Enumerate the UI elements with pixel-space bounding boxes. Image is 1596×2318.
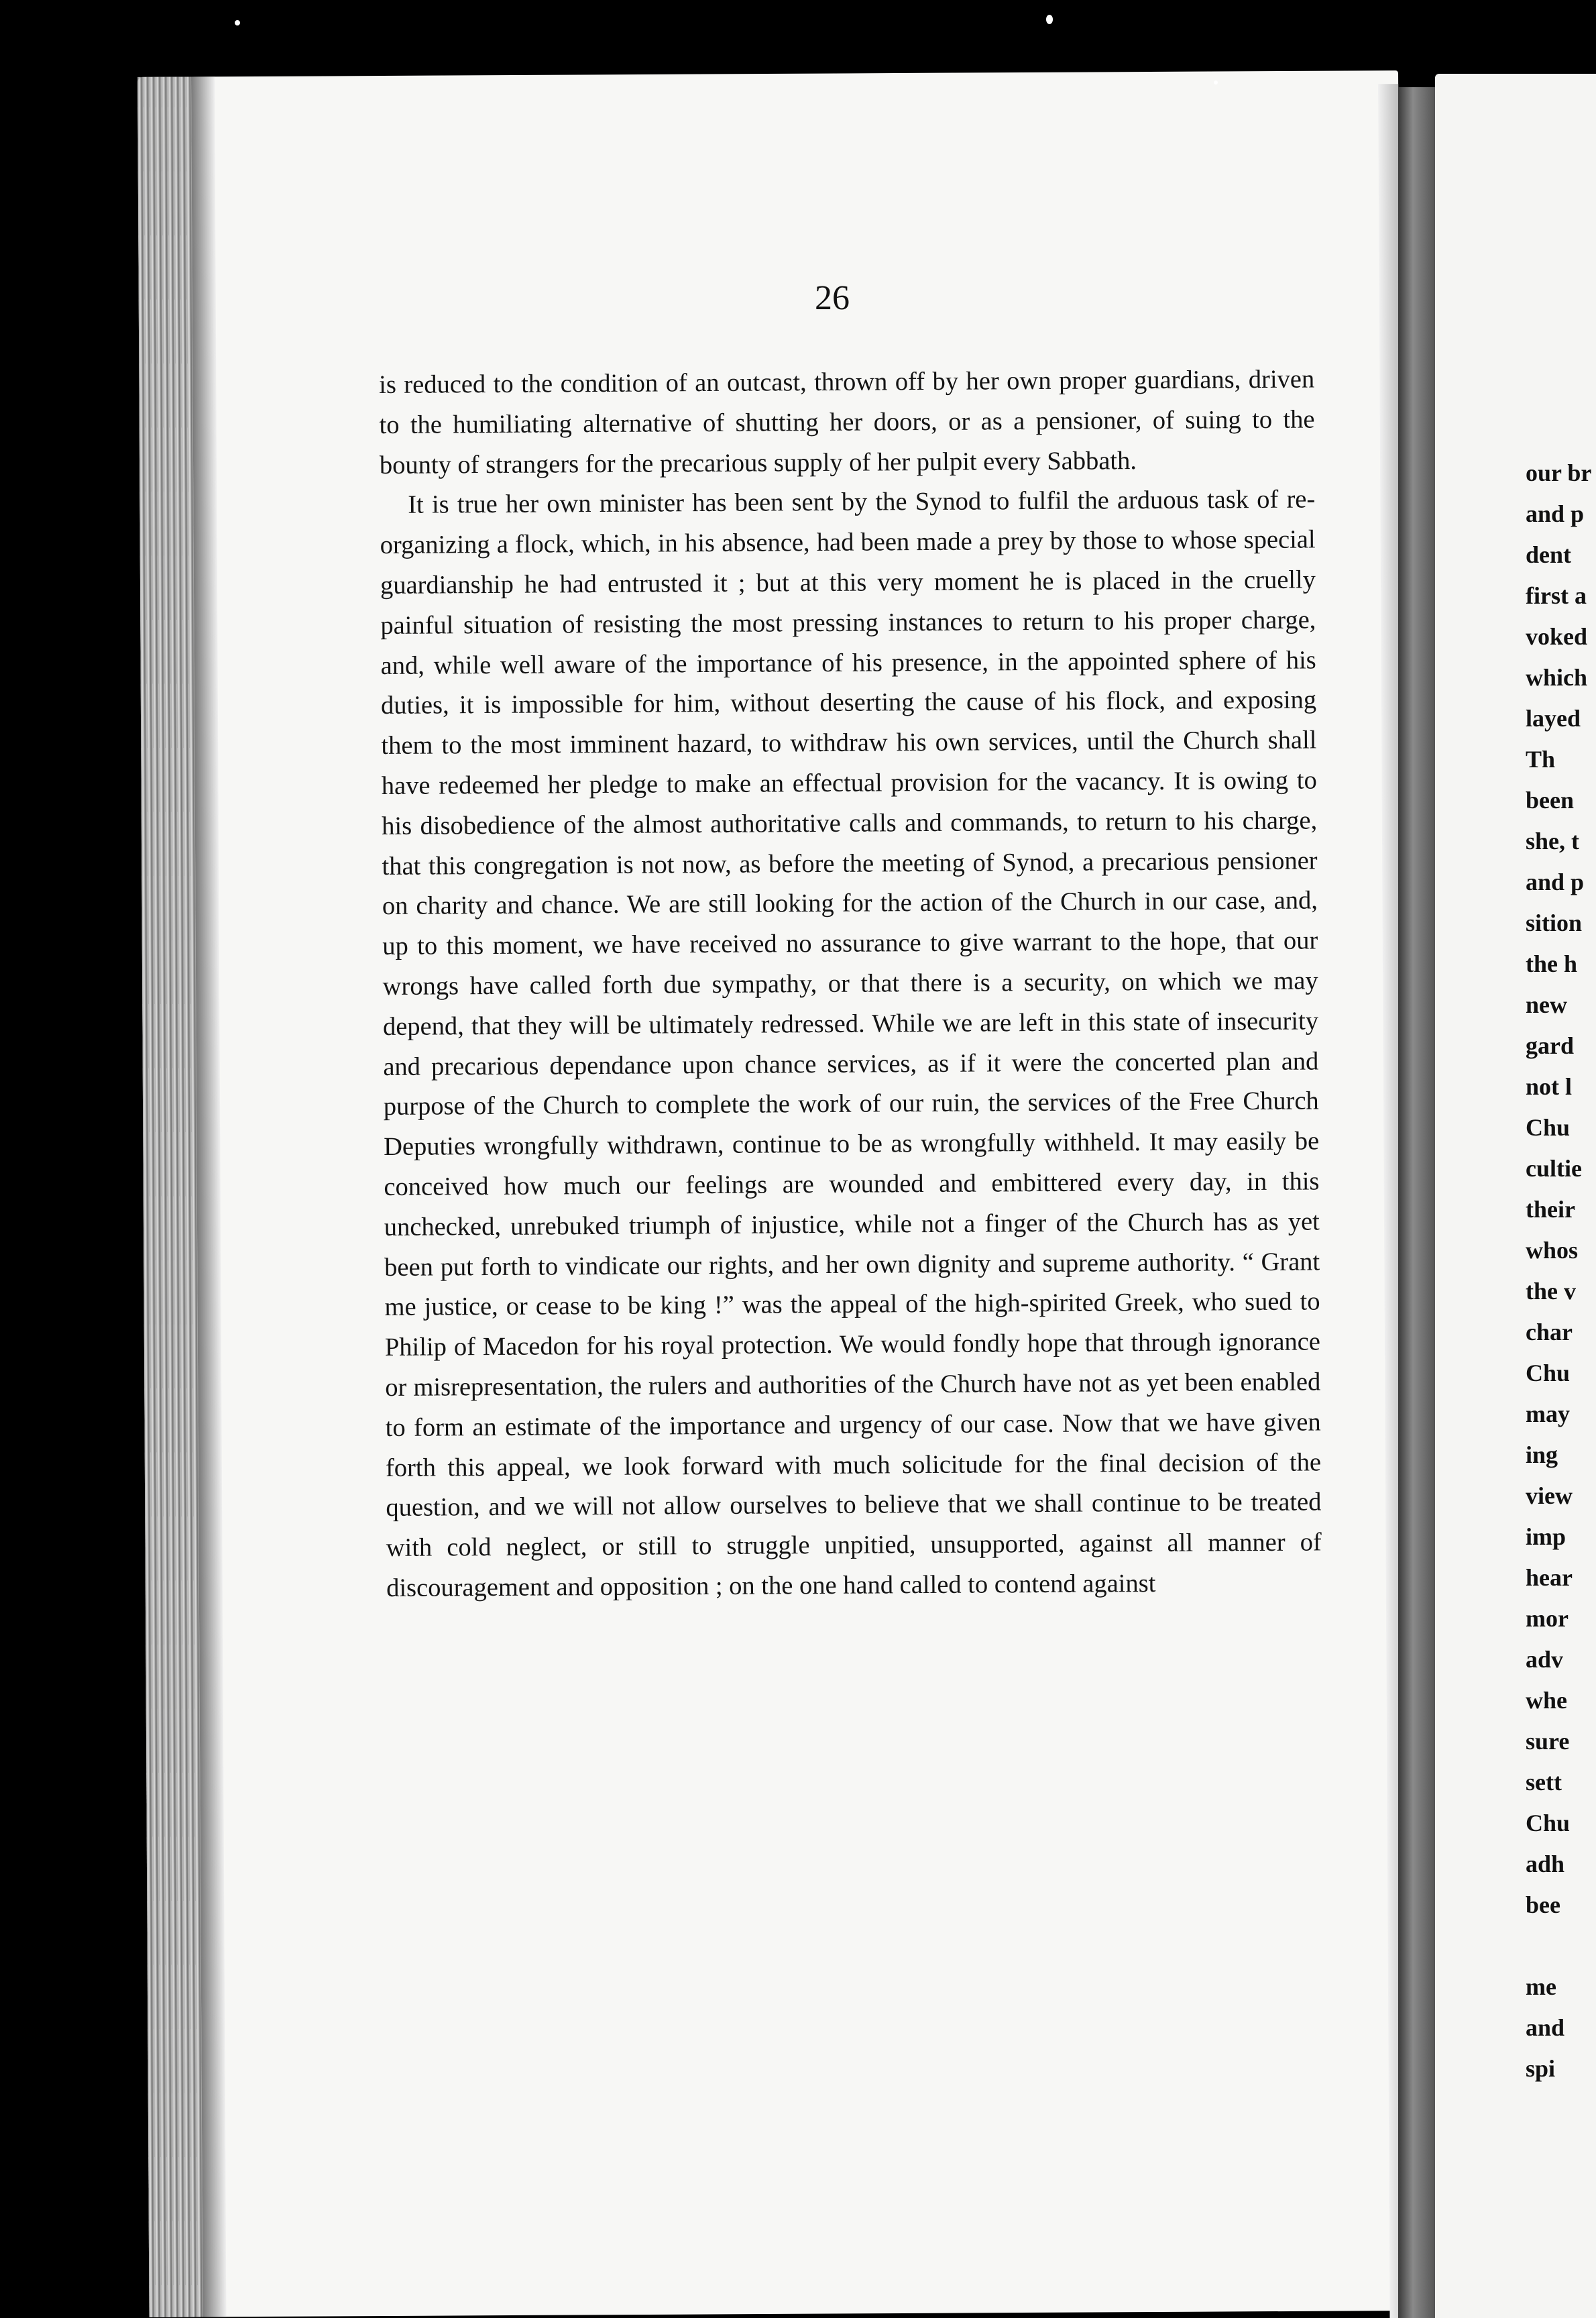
facing-page-line: dent: [1526, 541, 1572, 568]
facing-page-line: view: [1526, 1482, 1573, 1509]
scan-speck: [1214, 80, 1218, 85]
facing-page-line: Chu: [1526, 1114, 1571, 1141]
facing-page-line: ing: [1526, 1441, 1558, 1468]
facing-page-text: [1526, 453, 1591, 2089]
facing-page-line: and p: [1526, 500, 1585, 527]
facing-page-line: me: [1526, 1973, 1556, 2000]
facing-page-line: which: [1526, 664, 1588, 691]
facing-page-line: sition: [1526, 909, 1583, 936]
facing-page-line: voked: [1526, 623, 1588, 650]
facing-page-line: cultie: [1526, 1155, 1582, 1182]
body-paragraph: It is true her own minister has been sent by the Synod to fulfil the arduous task of re-organizing a flock, which, in his absence, had been made a prey by those to whose special guardianship he had entrusted it ; but at this very moment he is placed in the cruelly painful situation of resisting the most pressing instances to return to his proper charge, and, while well aware of the importance of his presence, in the appointed sphere of his duties, it is impossible for him, without deserting the cause of his flock, and exposing them to the most imminent hazard, to withdraw his own services, until the Church shall have redeemed her pledge to make an effectual provision for the vacancy. It is owing to his disobedience of the almost authoritative calls and commands, to return to his charge, that this congregation is not now, as before the meeting of Synod, a precarious pensioner on charity and chance. We are still looking for the action of the Church in our case, and, up to this moment, we have received no assurance to give warrant to the hope, that our wrongs have called forth due sympathy, or that there is a security, on which we may depend, that they will be ultimately redressed. While we are left in this state of insecurity and precarious dependance upon chance services, as if it were the concerted plan and purpose of the Church to complete the work of our ruin, the services of the Free Church Deputies wrongfully withdrawn, continue to be as wrongfully withheld. It may easily be conceived how much our feelings are wounded and embittered every day, in this unchecked, unrebuked triumph of injustice, while not a finger of the Church has as yet been put forth to vindicate our rights, and her own dignity and supreme authority. “ Grant me justice, or cease to be king !” was the appeal of the high-spirited Greek, who sued to Philip of Macedon for his royal protection. We would fondly hope that through ignorance or misrepresentation, the rulers and authorities of the Church have not as yet been enabled to form an estimate of the importance and urgency of our case. Now that we have given forth this appeal, we look forward with much solicitude for the final decision of the question, and we will not allow ourselves to believe that we shall continue to be treated with cold neglect, or still to struggle unpitied, unsupported, against all manner of discouragement and opposition ; on the one hand called to contend against: [380, 485, 1322, 1602]
facing-page-line: Chu: [1526, 1810, 1571, 1836]
facing-page-line: char: [1526, 1319, 1573, 1345]
facing-page-line: Th: [1526, 746, 1556, 773]
facing-page-line: whe: [1526, 1687, 1567, 1714]
facing-page-line: and p: [1526, 869, 1585, 895]
facing-page-line: Chu: [1526, 1360, 1571, 1386]
scan-speck: [1046, 15, 1053, 24]
facing-page-line: may: [1526, 1400, 1570, 1427]
facing-page-line: first a: [1526, 582, 1587, 609]
facing-page-line: hear: [1526, 1564, 1573, 1591]
body-paragraph: is reduced to the condition of an outcast, thrown off by her own proper guardians, driven to the humiliating alternative of shutting her doors, or as a pensioner, of suing to the bounty of strangers for the precarious supply of her pulpit every Sabbath.: [379, 365, 1315, 480]
facing-page-line: been: [1526, 787, 1574, 814]
facing-page-line: bee: [1526, 1891, 1560, 1918]
facing-page-line: our br: [1526, 459, 1592, 486]
page-number: 26: [815, 279, 850, 317]
facing-page-line: gard: [1526, 1032, 1574, 1059]
facing-page-line: [1526, 1926, 1591, 1967]
facing-page-line: imp: [1526, 1523, 1566, 1550]
book-gutter: [1398, 87, 1435, 2318]
facing-page-line: she, t: [1526, 828, 1579, 854]
body-text: [379, 360, 1322, 1608]
facing-page-line: adh: [1526, 1851, 1565, 1877]
scan-speck: [235, 20, 240, 25]
facing-page-line: adv: [1526, 1646, 1564, 1673]
facing-page-line: the v: [1526, 1278, 1576, 1305]
facing-page-line: and: [1526, 2014, 1565, 2041]
facing-page-line: mor: [1526, 1605, 1569, 1632]
facing-page: [1435, 74, 1596, 2318]
facing-page-line: sure: [1526, 1728, 1570, 1755]
facing-page-line: their: [1526, 1196, 1575, 1223]
facing-page-line: not l: [1526, 1073, 1573, 1100]
facing-page-line: layed: [1526, 705, 1581, 732]
facing-page-line: new: [1526, 991, 1567, 1018]
facing-page-line: the h: [1526, 950, 1578, 977]
facing-page-line: spi: [1526, 2055, 1556, 2082]
facing-page-line: whos: [1526, 1237, 1579, 1264]
facing-page-line: sett: [1526, 1769, 1562, 1796]
